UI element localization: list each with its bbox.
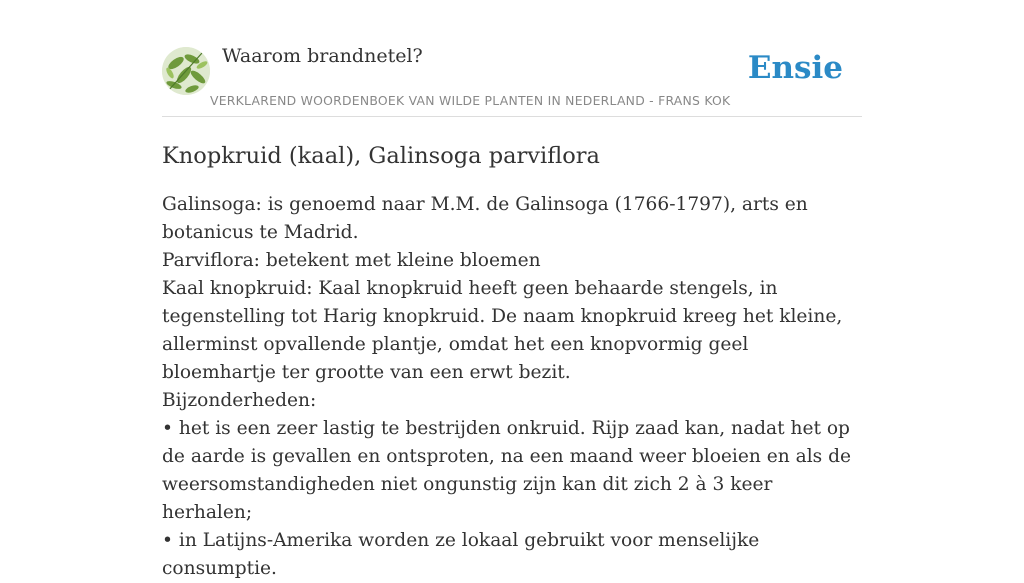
entry-body — [162, 191, 862, 583]
site-title[interactable]: Waarom brandnetel? — [222, 45, 423, 67]
plant-leaves-icon[interactable] — [162, 47, 210, 95]
brand-logo[interactable]: Ensie — [747, 50, 843, 86]
paragraph-common-name: Kaal knopkruid: Kaal knopkruid heeft geen behaarde stengels, in tegenstelling tot Harig knopkruid. De naam knopkruid kreeg het kleine, allerminst opvallende plantje, omdat het een knopvormig geel bloemhartje ter grootte van een erwt bezit. — [162, 278, 843, 383]
entry-title: Knopkruid (kaal), Galinsoga parviflora — [162, 143, 600, 169]
dictionary-subtitle[interactable]: VERKLAREND WOORDENBOEK VAN WILDE PLANTEN IN NEDERLAND - FRANS KOK — [210, 93, 731, 108]
paragraph-etymology-genus: Galinsoga: is genoemd naar M.M. de Galinsoga (1766-1797), arts en botanicus te Madrid. — [162, 194, 808, 243]
paragraph-detail-consumption: • in Latijns-Amerika worden ze lokaal gebruikt voor menselijke consumptie. — [162, 530, 760, 579]
header — [162, 0, 862, 117]
paragraph-detail-weed: • het is een zeer lastig te bestrijden onkruid. Rijp zaad kan, nadat het op de aarde is gevallen en ontsproten, na een maand weer bloeien en als de weersomstandigheden niet ongunstig zijn kan dit zich 2 à 3 keer herhalen; — [162, 418, 852, 523]
paragraph-details-heading: Bijzonderheden: — [162, 390, 317, 411]
page-container — [162, 0, 862, 583]
paragraph-etymology-species: Parviflora: betekent met kleine bloemen — [162, 250, 541, 271]
